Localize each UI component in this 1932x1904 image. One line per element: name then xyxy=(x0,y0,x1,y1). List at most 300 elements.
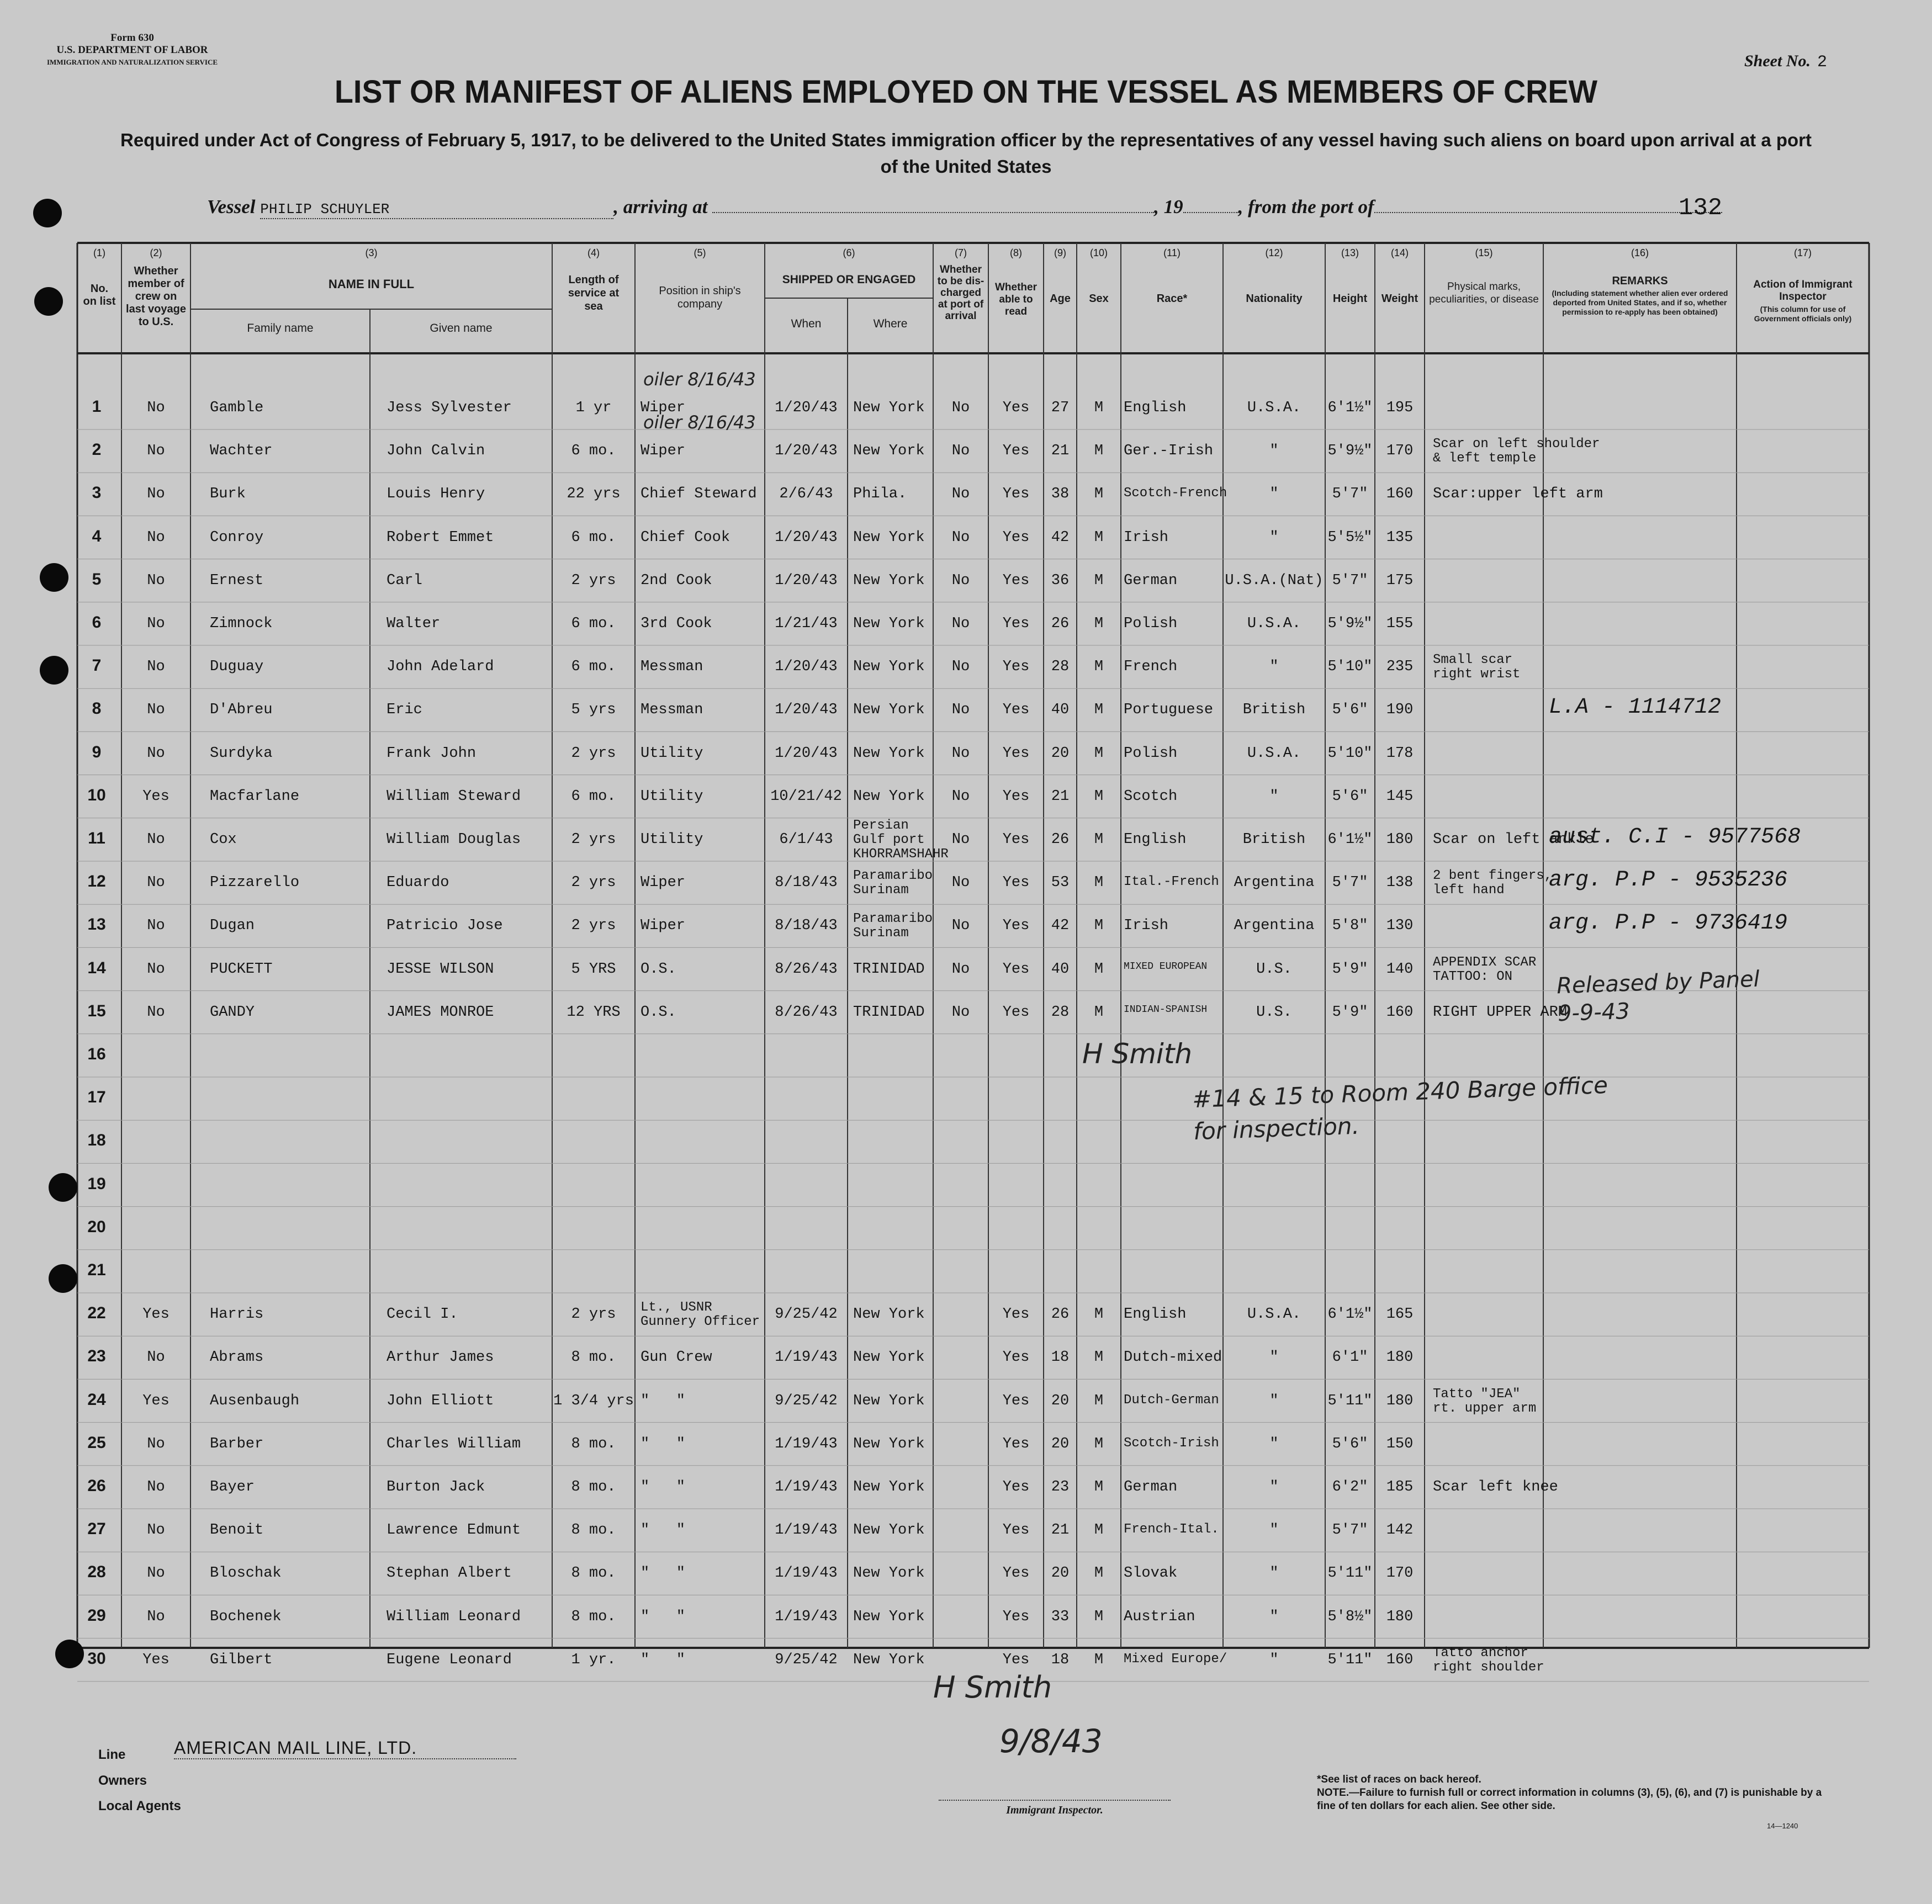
cell-ht: 5'7" xyxy=(1332,1522,1368,1539)
cell-when: 1/19/43 xyxy=(775,1565,838,1582)
cell-fam: Bochenek xyxy=(210,1608,282,1625)
cell-sex: M xyxy=(1094,1651,1104,1668)
position-correction: oiler 8/16/43 xyxy=(643,369,756,390)
cell-age: 40 xyxy=(1051,961,1070,978)
cell-rem: L.A - 1114712 xyxy=(1549,695,1722,720)
cell-age: 28 xyxy=(1051,659,1070,676)
position-correction: oiler 8/16/43 xyxy=(643,412,756,433)
cell-sex: M xyxy=(1094,400,1104,416)
cell-v: Yes xyxy=(142,788,170,805)
cell-where: New York xyxy=(853,1608,925,1625)
cell-nat: " xyxy=(1269,1608,1279,1625)
cell-when: 1/20/43 xyxy=(775,659,838,676)
cell-fam: Ernest xyxy=(210,572,264,589)
cell-when: 1/20/43 xyxy=(775,745,838,762)
row-number: 27 xyxy=(87,1520,106,1539)
cell-giv: Eric xyxy=(387,702,422,719)
cell-nat: " xyxy=(1269,1349,1279,1366)
cell-v: No xyxy=(147,702,165,719)
row-number: 1 xyxy=(92,397,102,416)
cell-race: MIXED EUROPEAN xyxy=(1124,961,1208,972)
vessel-name: PHILIP SCHUYLER xyxy=(260,201,390,218)
date-bottom: 9/8/43 xyxy=(999,1722,1103,1760)
row-number: 13 xyxy=(87,915,106,934)
header-when: When xyxy=(791,317,822,330)
cell-where: New York xyxy=(853,1306,925,1323)
col-num-3: (3) xyxy=(365,247,378,258)
header-shipped: SHIPPED OR ENGAGED xyxy=(782,273,916,286)
cell-fam: Bayer xyxy=(210,1479,255,1495)
cell-when: 1/20/43 xyxy=(775,443,838,460)
cell-read: Yes xyxy=(1002,874,1030,892)
cell-read: Yes xyxy=(1002,1349,1030,1366)
cell-where: New York xyxy=(853,572,925,589)
cell-read: Yes xyxy=(1002,443,1030,460)
cell-nat: " xyxy=(1269,1522,1279,1539)
cell-race: Ital.-French xyxy=(1124,874,1219,890)
header-name-in-full: NAME IN FULL xyxy=(328,277,415,291)
col-num-13: (13) xyxy=(1341,247,1359,258)
cell-age: 33 xyxy=(1051,1608,1070,1625)
cell-when: 1/19/43 xyxy=(775,1522,838,1539)
cell-giv: Charles William xyxy=(387,1435,521,1452)
cell-pos: Wiper xyxy=(641,917,686,935)
row-number: 11 xyxy=(88,829,105,847)
cell-wt: 165 xyxy=(1386,1306,1414,1323)
row-number: 5 xyxy=(92,570,102,588)
cell-read: Yes xyxy=(1002,529,1030,546)
cell-age: 21 xyxy=(1051,1522,1070,1539)
cell-race: English xyxy=(1124,1306,1187,1323)
cell-race: Polish xyxy=(1124,616,1178,632)
cell-v: No xyxy=(147,917,165,935)
cell-race: Portuguese xyxy=(1124,702,1214,719)
punch-hole xyxy=(34,287,63,316)
cell-phys: Tatto "JEA" rt. upper arm xyxy=(1433,1386,1537,1416)
header-sex: Sex xyxy=(1089,293,1109,305)
cell-giv: Eugene Leonard xyxy=(387,1651,512,1668)
cell-svc: 1 yr. xyxy=(571,1651,616,1668)
cell-giv: Robert Emmet xyxy=(387,529,494,546)
cell-age: 20 xyxy=(1051,1392,1070,1409)
cell-v: No xyxy=(147,1565,165,1582)
col-num-4: (4) xyxy=(587,247,600,258)
cell-v: No xyxy=(147,1349,165,1366)
form-number: Form 630 xyxy=(110,32,154,44)
header-last-voyage: Whether member of crew on last voyage to U.S. xyxy=(126,265,186,328)
cell-read: Yes xyxy=(1002,831,1030,848)
punch-hole xyxy=(49,1264,77,1293)
cell-v: No xyxy=(147,1479,165,1495)
cell-v: No xyxy=(147,443,165,460)
row-number: 28 xyxy=(87,1563,106,1582)
cell-svc: 2 yrs xyxy=(571,874,616,892)
row-number: 18 xyxy=(87,1131,106,1150)
cell-giv: Lawrence Edmunt xyxy=(387,1522,521,1539)
cell-race: Ger.-Irish xyxy=(1124,443,1214,460)
cell-nat: British xyxy=(1242,702,1306,719)
cell-ht: 5'6" xyxy=(1332,1435,1368,1452)
cell-read: Yes xyxy=(1002,702,1030,719)
cell-dis: No xyxy=(951,831,970,848)
cell-read: Yes xyxy=(1002,1479,1030,1495)
cell-read: Yes xyxy=(1002,616,1030,632)
cell-phys: Tatto anchor right shoulder xyxy=(1433,1645,1544,1675)
cell-ht: 5'11" xyxy=(1327,1651,1373,1668)
cell-v: No xyxy=(147,616,165,632)
cell-when: 1/19/43 xyxy=(775,1608,838,1625)
cell-nat: " xyxy=(1269,1651,1279,1668)
row-number: 22 xyxy=(87,1304,106,1323)
cell-read: Yes xyxy=(1002,917,1030,935)
cell-v: No xyxy=(147,1608,165,1625)
cell-dis: No xyxy=(951,400,970,416)
cell-v: No xyxy=(147,1522,165,1539)
cell-pos: O.S. xyxy=(641,961,676,978)
cell-dis: No xyxy=(951,961,970,978)
cell-fam: D'Abreu xyxy=(210,702,273,719)
row-number: 10 xyxy=(87,786,106,804)
cell-age: 42 xyxy=(1051,917,1070,935)
cell-v: No xyxy=(147,486,165,503)
cell-read: Yes xyxy=(1002,1565,1030,1582)
cell-sex: M xyxy=(1094,1306,1104,1323)
cell-ht: 5'9½" xyxy=(1327,443,1373,460)
cell-age: 26 xyxy=(1051,831,1070,848)
signature-bottom: H Smith xyxy=(933,1670,1052,1705)
cell-sex: M xyxy=(1094,572,1104,589)
cell-sex: M xyxy=(1094,702,1104,719)
cell-pos: O.S. xyxy=(641,1004,676,1021)
cell-where: New York xyxy=(853,1565,925,1582)
cell-fam: Conroy xyxy=(210,529,264,546)
footnote: *See list of races on back hereof. NOTE.—Failure to furnish full or correct information in columns (3), (5), (6), and (7) is punishable by a fine of ten dollars for each alien. See other side. xyxy=(1317,1774,1822,1812)
cell-fam: Barber xyxy=(210,1435,264,1452)
header-family-name: Family name xyxy=(247,322,314,335)
cell-nat: U.S. xyxy=(1256,1004,1292,1021)
cell-rem: arg. P.P - 9736419 xyxy=(1549,911,1788,936)
row-number: 20 xyxy=(87,1217,106,1236)
cell-giv: Burton Jack xyxy=(387,1479,485,1495)
cell-race: Irish xyxy=(1124,529,1169,546)
cell-ht: 5'9½" xyxy=(1327,616,1373,632)
cell-dis: No xyxy=(951,1004,970,1021)
punch-hole xyxy=(49,1173,77,1202)
line-label: Line xyxy=(98,1747,126,1762)
header-position: Position in ship's company xyxy=(659,285,741,310)
cell-giv: John Elliott xyxy=(387,1392,494,1409)
row-number: 19 xyxy=(87,1174,106,1193)
cell-sex: M xyxy=(1094,616,1104,632)
cell-race: Mixed Europe/ xyxy=(1124,1651,1227,1667)
cell-ht: 5'6" xyxy=(1332,702,1368,719)
cell-race: English xyxy=(1124,400,1187,416)
cell-dis: No xyxy=(951,659,970,676)
cell-ht: 5'7" xyxy=(1332,572,1368,589)
cell-phys: 2 bent fingers, left hand xyxy=(1433,868,1553,898)
row-number: 30 xyxy=(87,1649,106,1668)
cell-svc: 6 mo. xyxy=(571,529,616,546)
cell-age: 23 xyxy=(1051,1479,1070,1495)
cell-dis: No xyxy=(951,572,970,589)
cell-where: TRINIDAD xyxy=(853,961,925,978)
cell-when: 2/6/43 xyxy=(779,486,833,503)
header-race: Race* xyxy=(1156,293,1188,305)
punch-hole xyxy=(55,1640,84,1668)
cell-fam: Burk xyxy=(210,486,246,503)
cell-pos: Wiper xyxy=(641,400,686,416)
cell-race: INDIAN-SPANISH xyxy=(1124,1004,1208,1015)
cell-fam: Ausenbaugh xyxy=(210,1392,300,1409)
cell-svc: 1 yr xyxy=(575,400,612,416)
cell-svc: 2 yrs xyxy=(571,572,616,589)
cell-giv: William Leonard xyxy=(387,1608,521,1625)
cell-wt: 140 xyxy=(1386,961,1414,978)
cell-when: 8/18/43 xyxy=(775,874,838,892)
cell-svc: 8 mo. xyxy=(571,1565,616,1582)
cell-wt: 142 xyxy=(1386,1522,1414,1539)
cell-phys: Scar:upper left arm xyxy=(1433,486,1603,503)
cell-where: New York xyxy=(853,1479,925,1495)
cell-phys: Scar on left shoulder & left temple xyxy=(1433,437,1600,466)
cell-sex: M xyxy=(1094,1565,1104,1582)
cell-giv: Louis Henry xyxy=(387,486,485,503)
cell-where: New York xyxy=(853,1651,925,1668)
cell-nat: Argentina xyxy=(1234,917,1315,935)
cell-race: German xyxy=(1124,1479,1178,1495)
cell-fam: GANDY xyxy=(210,1004,255,1021)
col-num-7: (7) xyxy=(955,247,967,258)
cell-phys: Scar on left ankle xyxy=(1433,831,1594,848)
cell-wt: 160 xyxy=(1386,1004,1414,1021)
row-number: 23 xyxy=(87,1347,106,1366)
cell-ht: 5'7" xyxy=(1332,486,1368,503)
cell-ht: 5'10" xyxy=(1327,659,1373,676)
cell-nat: " xyxy=(1269,1479,1279,1495)
cell-where: New York xyxy=(853,616,925,632)
cell-svc: 6 mo. xyxy=(571,659,616,676)
cell-v: No xyxy=(147,961,165,978)
cell-pos: Chief Steward xyxy=(641,486,757,503)
cell-phys: Scar left knee xyxy=(1433,1479,1558,1495)
cell-ht: 5'11" xyxy=(1327,1565,1373,1582)
cell-race: Scotch-French xyxy=(1124,486,1227,501)
cell-read: Yes xyxy=(1002,1651,1030,1668)
cell-dis: No xyxy=(951,745,970,762)
sheet-label: Sheet No. xyxy=(1744,52,1811,70)
cell-when: 1/20/43 xyxy=(775,572,838,589)
cell-v: Yes xyxy=(142,1651,170,1668)
cell-sex: M xyxy=(1094,443,1104,460)
cell-wt: 155 xyxy=(1386,616,1414,632)
line-value: AMERICAN MAIL LINE, LTD. xyxy=(174,1738,516,1759)
header-given-name: Given name xyxy=(430,322,493,335)
port-label: , from the port of xyxy=(1238,196,1374,218)
service: IMMIGRATION AND NATURALIZATION SERVICE xyxy=(47,58,218,66)
page-subtitle: Required under Act of Congress of February 5, 1917, to be delivered to the United States immigration officer by the representatives of any vessel having such aliens on board upon arrival at a port of the United States xyxy=(120,130,1812,177)
cell-sex: M xyxy=(1094,1392,1104,1409)
cell-wt: 170 xyxy=(1386,443,1414,460)
cell-v: No xyxy=(147,400,165,416)
header-remarks-sub: (Including statement whether alien ever ordered deported from United States, and if so, whether permission to re-apply has been obtained) xyxy=(1552,289,1728,316)
row-number: 7 xyxy=(92,656,102,675)
cell-v: No xyxy=(147,572,165,589)
cell-when: 9/25/42 xyxy=(775,1306,838,1323)
row-number: 25 xyxy=(87,1433,106,1452)
cell-ht: 5'11" xyxy=(1327,1392,1373,1409)
cell-nat: U.S.A. xyxy=(1247,1306,1301,1323)
cell-svc: 6 mo. xyxy=(571,443,616,460)
col-num-16: (16) xyxy=(1631,247,1649,258)
col-num-1: (1) xyxy=(93,247,105,258)
cell-nat: " xyxy=(1269,788,1279,805)
row-number: 6 xyxy=(92,613,102,632)
cell-where: New York xyxy=(853,400,925,416)
row-number: 3 xyxy=(92,484,102,502)
cell-race: Slovak xyxy=(1124,1565,1178,1582)
cell-read: Yes xyxy=(1002,1608,1030,1625)
cell-where: New York xyxy=(853,1522,925,1539)
cell-phys: RIGHT UPPER ARM xyxy=(1433,1004,1568,1021)
cell-age: 20 xyxy=(1051,1435,1070,1452)
cell-fam: Dugan xyxy=(210,917,255,935)
cell-nat: " xyxy=(1269,486,1279,503)
year-label: , 19 xyxy=(1154,196,1183,218)
cell-wt: 160 xyxy=(1386,486,1414,503)
cell-fam: PUCKETT xyxy=(210,961,273,978)
cell-v: Yes xyxy=(142,1306,170,1323)
cell-race: Irish xyxy=(1124,917,1169,935)
cell-pos: Wiper xyxy=(641,874,686,892)
cell-race: Dutch-mixed xyxy=(1124,1349,1222,1366)
cell-svc: 8 mo. xyxy=(571,1608,616,1625)
cell-when: 1/19/43 xyxy=(775,1479,838,1495)
cell-svc: 6 mo. xyxy=(571,788,616,805)
header-no-on-list: No. on list xyxy=(83,283,116,307)
cell-pos: 2nd Cook xyxy=(641,572,712,589)
cell-nat: " xyxy=(1269,1565,1279,1582)
cell-nat: U.S.A. xyxy=(1247,616,1301,632)
cell-svc: 6 mo. xyxy=(571,616,616,632)
col-num-6: (6) xyxy=(843,247,855,258)
cell-read: Yes xyxy=(1002,400,1030,416)
cell-giv: JESSE WILSON xyxy=(387,961,494,978)
cell-ht: 6'1½" xyxy=(1327,400,1373,416)
cell-sex: M xyxy=(1094,917,1104,935)
cell-fam: Abrams xyxy=(210,1349,264,1366)
cell-read: Yes xyxy=(1002,486,1030,503)
cell-where: Phila. xyxy=(853,486,907,503)
cell-nat: " xyxy=(1269,659,1279,676)
cell-v: Yes xyxy=(142,1392,170,1409)
cell-fam: Wachter xyxy=(210,443,273,460)
cell-giv: Arthur James xyxy=(387,1349,494,1366)
cell-svc: 8 mo. xyxy=(571,1479,616,1495)
room-note: #14 & 15 to Room 240 Barge office for inspection. xyxy=(1192,1071,1608,1145)
cell-nat: " xyxy=(1269,443,1279,460)
cell-sex: M xyxy=(1094,1608,1104,1625)
cell-nat: U.S.A.(Nat) xyxy=(1225,572,1324,589)
cell-read: Yes xyxy=(1002,961,1030,978)
col-num-12: (12) xyxy=(1265,247,1283,258)
cell-nat: U.S.A. xyxy=(1247,400,1301,416)
cell-age: 21 xyxy=(1051,443,1070,460)
cell-pos: Utility xyxy=(641,788,703,805)
cell-wt: 160 xyxy=(1386,1651,1414,1668)
cell-giv: Cecil I. xyxy=(387,1306,458,1323)
cell-rem: aust. C.I - 9577568 xyxy=(1549,825,1801,850)
cell-sex: M xyxy=(1094,788,1104,805)
cell-age: 18 xyxy=(1051,1651,1070,1668)
cell-svc: 8 mo. xyxy=(571,1522,616,1539)
row-number: 12 xyxy=(87,872,106,891)
row-number: 8 xyxy=(92,699,102,718)
cell-svc: 2 yrs xyxy=(571,745,616,762)
cell-dis: No xyxy=(951,702,970,719)
signature-initials: H Smith xyxy=(1082,1038,1193,1070)
cell-race: Austrian xyxy=(1124,1608,1195,1625)
cell-when: 1/20/43 xyxy=(775,702,838,719)
row-number: 4 xyxy=(92,527,102,545)
cell-giv: Frank John xyxy=(387,745,477,762)
header-weight: Weight xyxy=(1381,293,1418,305)
cell-wt: 175 xyxy=(1386,572,1414,589)
cell-giv: John Adelard xyxy=(387,659,494,676)
cell-age: 20 xyxy=(1051,745,1070,762)
cell-ht: 6'1½" xyxy=(1327,831,1373,848)
cell-fam: Duguay xyxy=(210,659,264,676)
cell-wt: 235 xyxy=(1386,659,1414,676)
cell-race: French-Ital. xyxy=(1124,1522,1219,1537)
cell-giv: William Douglas xyxy=(387,831,521,848)
cell-nat: Argentina xyxy=(1234,874,1315,892)
cell-read: Yes xyxy=(1002,745,1030,762)
cell-giv: John Calvin xyxy=(387,443,485,460)
cell-age: 42 xyxy=(1051,529,1070,546)
cell-when: 8/26/43 xyxy=(775,1004,838,1021)
cell-where: TRINIDAD xyxy=(853,1004,925,1021)
cell-pos: " " xyxy=(641,1522,686,1539)
punch-hole xyxy=(33,199,62,227)
cell-ht: 5'8" xyxy=(1332,917,1368,935)
cell-race: Dutch-German xyxy=(1124,1392,1219,1408)
cell-age: 26 xyxy=(1051,616,1070,632)
cell-svc: 5 YRS xyxy=(571,961,616,978)
cell-pos: Messman xyxy=(641,702,703,719)
col-num-17: (17) xyxy=(1793,247,1812,258)
cell-where: New York xyxy=(853,1392,925,1409)
cell-race: Scotch-Irish xyxy=(1124,1435,1219,1451)
cell-wt: 138 xyxy=(1386,874,1414,892)
cell-sex: M xyxy=(1094,1349,1104,1366)
cell-race: Scotch xyxy=(1124,788,1178,805)
cell-ht: 5'9" xyxy=(1332,1004,1368,1021)
cell-pos: " " xyxy=(641,1608,686,1625)
cell-race: German xyxy=(1124,572,1178,589)
cell-pos: Gun Crew xyxy=(641,1349,712,1366)
header-where: Where xyxy=(873,317,908,330)
cell-pos: Wiper xyxy=(641,443,686,460)
cell-svc: 2 yrs xyxy=(571,917,616,935)
cell-age: 38 xyxy=(1051,486,1070,503)
cell-ht: 6'2" xyxy=(1332,1479,1368,1495)
header-action: Action of Immigrant Inspector xyxy=(1753,279,1852,303)
form-code: 14—1240 xyxy=(1767,1822,1798,1830)
cell-fam: Cox xyxy=(210,831,237,848)
cell-where: New York xyxy=(853,702,925,719)
cell-where: New York xyxy=(853,659,925,676)
cell-read: Yes xyxy=(1002,1522,1030,1539)
